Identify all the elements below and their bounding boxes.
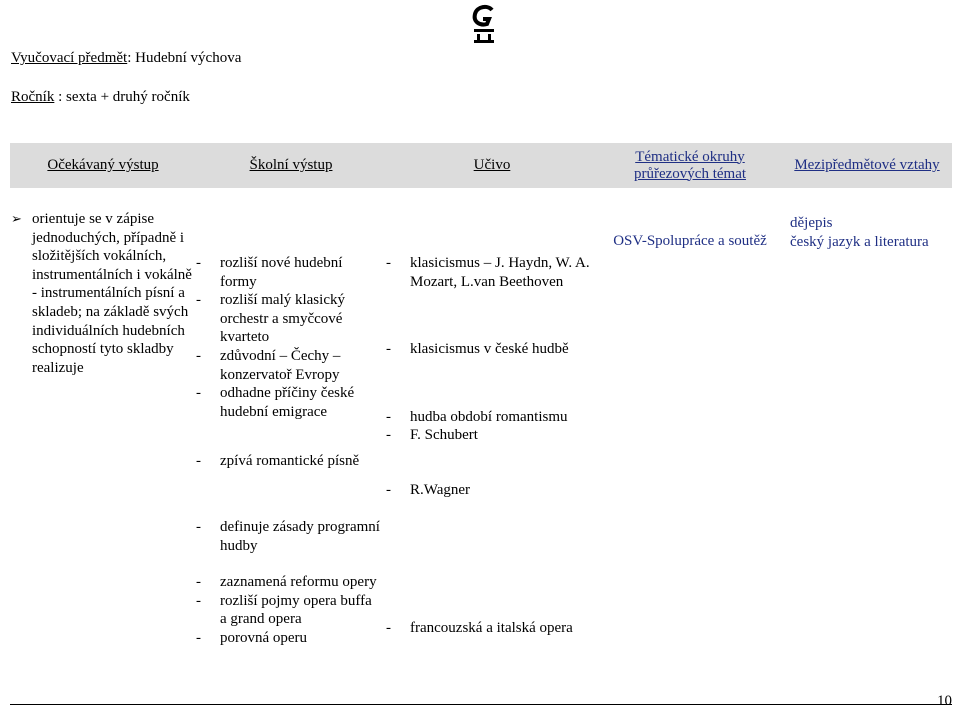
- list-item: - klasicismus v české hudbě: [386, 341, 569, 358]
- list-item: - odhadne příčiny české hudební emigrace: [196, 385, 355, 420]
- arrow-bullet-icon: ➢: [11, 211, 22, 226]
- header-school-output: Školní výstup: [196, 143, 386, 188]
- subject-label: Vyučovací předmět: [11, 50, 128, 66]
- list-item: - zpívá romantické písně: [196, 453, 360, 470]
- school-output-group-2: [196, 421, 386, 471]
- header-themes: Tématické okruhy průřezových témat: [598, 143, 782, 188]
- subject-value: : Hudební výchova: [127, 50, 242, 66]
- list-item: - F. Schubert: [386, 427, 478, 444]
- header-expected-output: Očekávaný výstup: [10, 143, 196, 188]
- list-item: - rozliší nové hudební formy: [196, 255, 343, 290]
- grade-line: [11, 89, 190, 106]
- school-output-group-3: [196, 471, 386, 555]
- list-item: - hudba období romantismu: [386, 408, 568, 425]
- curriculum-group-1: [386, 188, 598, 291]
- themes-text: OSV-Spolupráce a soutěž: [613, 233, 767, 249]
- header-curriculum: Učivo: [386, 143, 598, 188]
- list-item: - rozliší malý klasický orchestr a smyčcové kvarteto: [196, 292, 345, 346]
- cross-subject-history: dějepis: [790, 215, 833, 231]
- list-item: - definuje zásady programní hudby: [196, 518, 380, 554]
- outcome-item: [10, 210, 196, 377]
- cross-subject-czech: český jazyk a literatura: [790, 233, 929, 250]
- school-output-group-4: [196, 555, 386, 647]
- curriculum-table: [10, 143, 952, 705]
- list-item: - R.Wagner: [386, 481, 471, 498]
- curriculum-group-3: [386, 359, 598, 445]
- list-item: - zaznamená reformu opery: [196, 574, 377, 591]
- curriculum-group-2: [386, 291, 598, 359]
- list-item: - zdůvodní – Čechy – konzervatoř Evropy: [196, 347, 341, 383]
- themes-cell: [598, 188, 782, 704]
- list-item: - klasicismus – J. Haydn, W. A. Mozart, L.van Beethoven: [386, 255, 590, 290]
- table-row: [10, 188, 952, 704]
- table-header-row: [10, 143, 952, 188]
- curriculum-cell: [386, 188, 598, 704]
- cross-subject-cell: [782, 188, 952, 704]
- school-output-group-1: [196, 188, 386, 421]
- list-item: - francouzská a italská opera: [386, 619, 573, 636]
- subject-line: [11, 50, 241, 67]
- page-number: 10: [937, 693, 952, 709]
- school-logo-icon: [470, 4, 498, 44]
- grade-label: Ročník: [11, 89, 55, 105]
- grade-value: : sexta + druhý ročník: [54, 89, 190, 105]
- expected-output-cell: [10, 188, 196, 704]
- curriculum-group-4: [386, 445, 598, 500]
- list-item: - rozliší pojmy opera buffa a grand opera: [196, 592, 372, 628]
- list-item: - porovná operu: [196, 629, 308, 646]
- header-cross-subject: Mezipředmětové vztahy: [782, 143, 952, 188]
- school-output-cell: [196, 188, 386, 704]
- outcome-text: orientuje se v zápise jednoduchých, případně i složitějších vokálních, instrumentálních i vokálně - instrumentálních písní a skladeb; na základě svých individuálních hudebních schopností tyto skladby realizuje: [32, 211, 192, 376]
- curriculum-group-5: [386, 500, 598, 638]
